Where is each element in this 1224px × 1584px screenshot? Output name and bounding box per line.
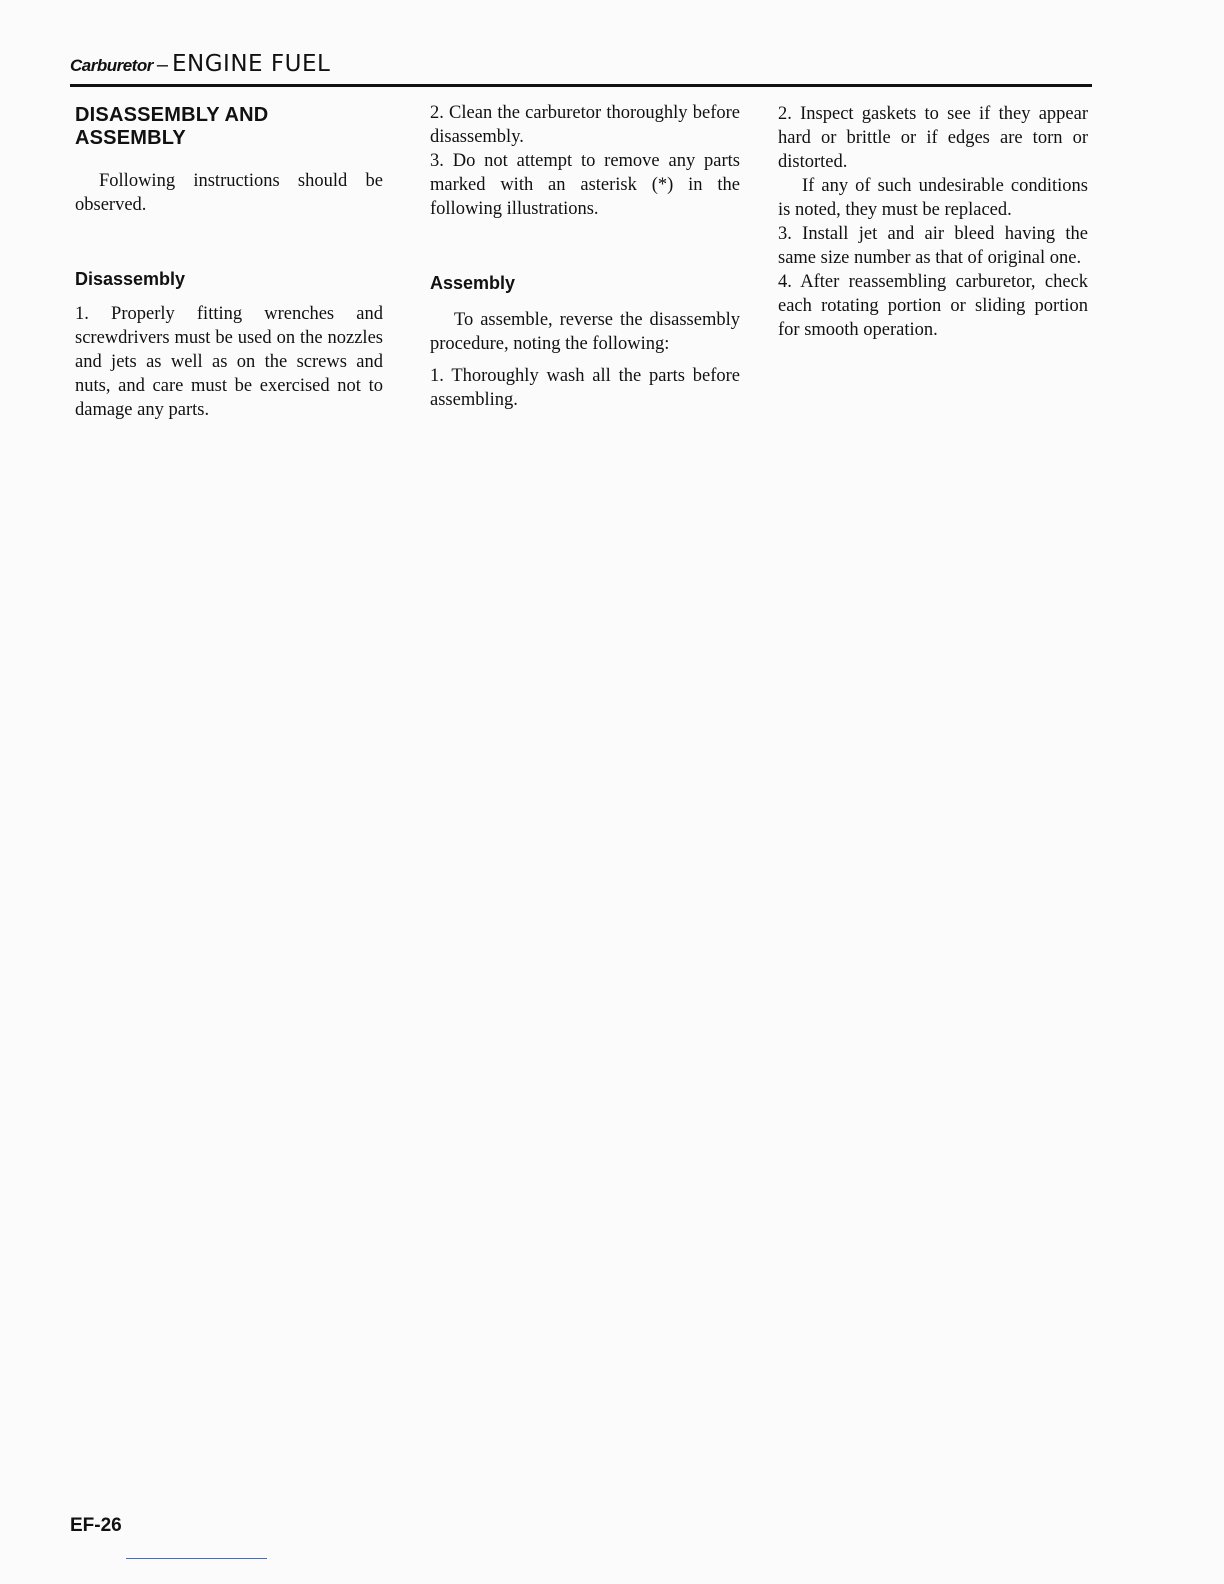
header-section-name: Carburetor (70, 56, 153, 75)
gasket-replacement-note: If any of such undesirable conditions is noted, they must be replaced. (778, 176, 1088, 220)
column-3 (778, 102, 1088, 342)
header-line (70, 50, 330, 81)
column-1 (75, 104, 383, 422)
header-title: ENGINE FUEL (171, 51, 331, 77)
assembly-step-3: 3. Install jet and air bleed having the same size number as that of original one. (778, 224, 1088, 268)
disassembly-step-3: 3. Do not attempt to remove any parts marked with an asterisk (*) in the following illustrations. (430, 151, 740, 219)
disassembly-step-1: 1. Properly fitting wrenches and screwdrivers must be used on the nozzles and jets as well as on the screws and nuts, and care must be exercised not to damage any parts. (75, 304, 383, 420)
page-header (70, 50, 1092, 87)
disassembly-step-2: 2. Clean the carburetor thoroughly before disassembly. (430, 103, 740, 147)
disassembly-heading: Disassembly (75, 269, 186, 289)
section-heading: DISASSEMBLY AND ASSEMBLY (75, 104, 269, 149)
header-dash: – (156, 54, 168, 76)
column-2 (430, 101, 740, 412)
assembly-step-2: 2. Inspect gaskets to see if they appear hard or brittle or if edges are torn or distorted. (778, 104, 1088, 172)
intro-paragraph: Following instructions should be observed. (75, 171, 383, 215)
bottom-rule (126, 1558, 267, 1559)
assembly-step-4: 4. After reassembling carburetor, check each rotating portion or sliding portion for smooth operation. (778, 272, 1088, 340)
assembly-intro: To assemble, reverse the disassembly procedure, noting the following: (430, 310, 740, 354)
page-number: EF-26 (70, 1515, 122, 1536)
assembly-step-1: 1. Thoroughly wash all the parts before assembling. (430, 366, 740, 410)
assembly-heading: Assembly (430, 273, 516, 293)
